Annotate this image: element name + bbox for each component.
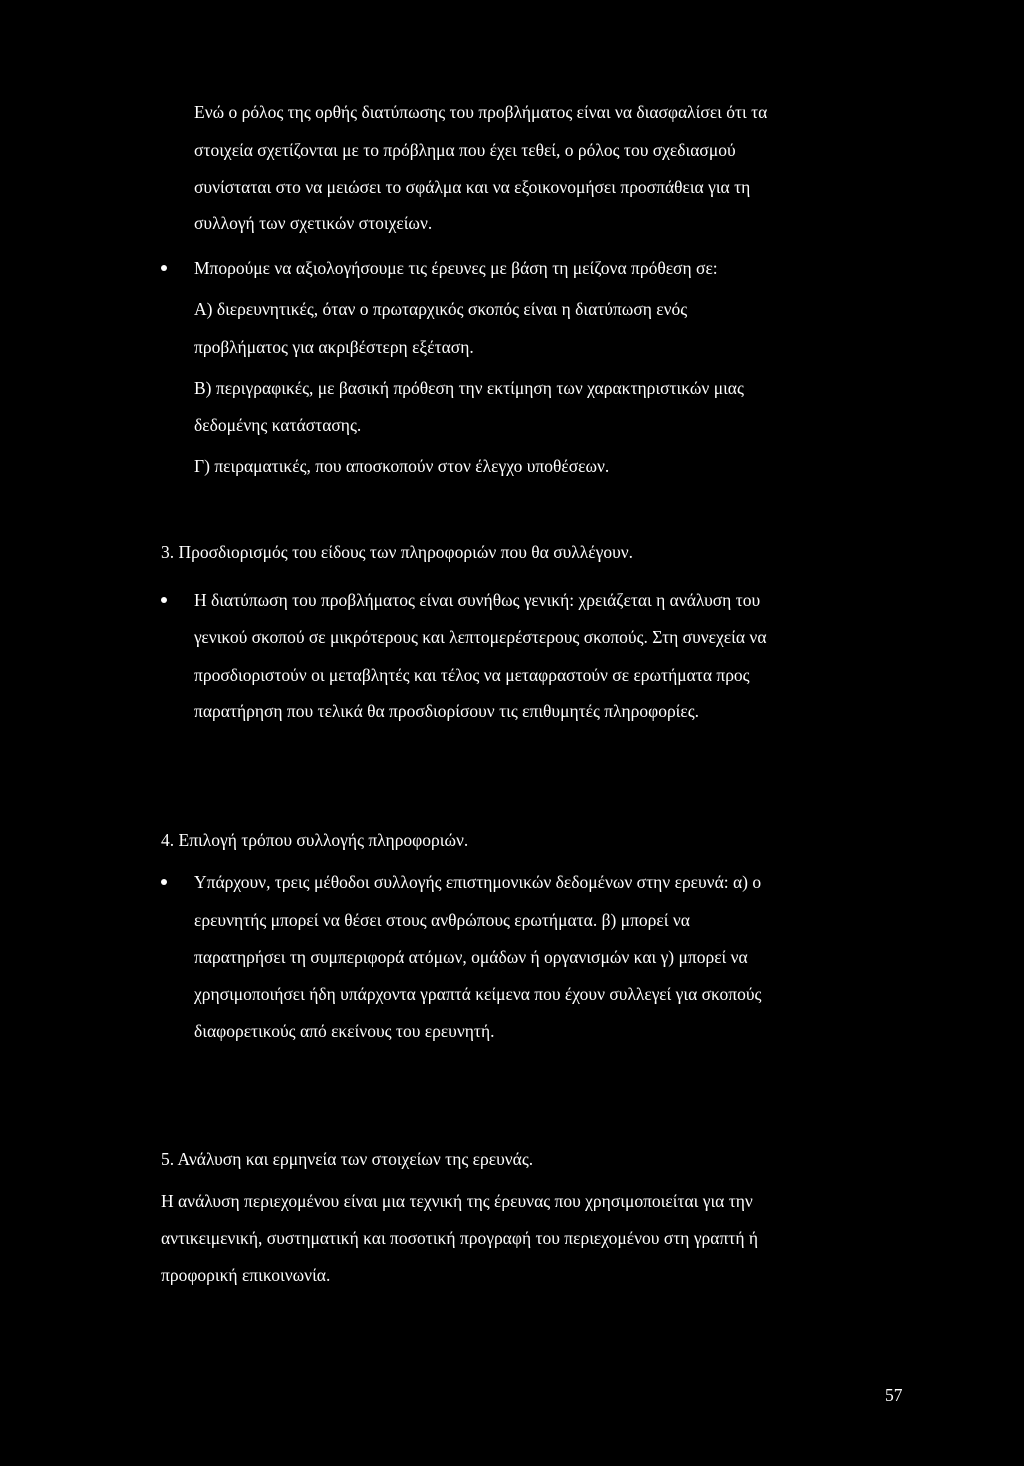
section5-line-2: αντικειμενική, συστηματική και ποσοτική προγραφή του περιεχομένου στη γραπτή ή	[161, 1228, 759, 1248]
section5-heading: 5. Ανάλυση και ερμηνεία των στοιχείων της ερευνάς.	[161, 1149, 534, 1169]
item-a-line-1: Α) διερευνητικές, όταν ο πρωταρχικός σκοπός είναι η διατύπωση ενός	[194, 299, 688, 319]
section4-line-3: παρατηρήσει τη συμπεριφορά ατόμων, ομάδων ή οργανισμών και γ) μπορεί να	[194, 947, 748, 967]
section4-heading: 4. Επιλογή τρόπου συλλογής πληροφοριών.	[161, 830, 469, 850]
item-a-line-2: προβλήματος για ακριβέστερη εξέταση.	[194, 337, 474, 357]
section4-line-4: χρησιμοποιήσει ήδη υπάρχοντα γραπτά κείμενα που έχουν συλλεγεί για σκοπούς	[194, 984, 762, 1004]
section4-line-2: ερευνητής μπορεί να θέσει στους ανθρώπους ερωτήματα. β) μπορεί να	[194, 910, 690, 930]
bullet-research-line-1: Μπορούμε να αξιολογήσουμε τις έρευνες με βάση τη μείζονα πρόθεση σε:	[194, 258, 718, 278]
item-b-line-2: δεδομένης κατάστασης.	[194, 415, 362, 435]
intro-line-4: συλλογή των σχετικών στοιχείων.	[194, 213, 433, 233]
section3-heading: 3. Προσδιορισμός του είδους των πληροφοριών που θα συλλέγουν.	[161, 542, 634, 562]
section3-line-2: γενικού σκοπού σε μικρότερους και λεπτομερέστερους σκοπούς. Στη συνεχεία να	[194, 627, 767, 647]
section3-line-1: Η διατύπωση του προβλήματος είναι συνήθως γενική: χρειάζεται η ανάλυση του	[194, 590, 761, 610]
section3-line-4: παρατήρηση που τελικά θα προσδιορίσουν τις επιθυμητές πληροφορίες.	[194, 701, 700, 721]
section3-line-3: προσδιοριστούν οι μεταβλητές και τέλος να μεταφραστούν σε ερωτήματα προς	[194, 665, 750, 685]
intro-line-2: στοιχεία σχετίζονται με το πρόβλημα που έχει τεθεί, ο ρόλος του σχεδιασμού	[194, 140, 736, 160]
item-b-line-1: Β) περιγραφικές, με βασική πρόθεση την εκτίμηση των χαρακτηριστικών μιας	[194, 378, 744, 398]
intro-line-3: συνίσταται στο να μειώσει το σφάλμα και να εξοικονομήσει προσπάθεια για τη	[194, 177, 751, 197]
section4-line-1: Υπάρχουν, τρεις μέθοδοι συλλογής επιστημονικών δεδομένων στην ερευνά: α) ο	[194, 872, 762, 892]
item-c-line-1: Γ) πειραματικές, που αποσκοπούν στον έλεγχο υποθέσεων.	[194, 456, 610, 476]
section5-line-3: προφορική επικοινωνία.	[161, 1265, 331, 1285]
intro-line-1: Ενώ ο ρόλος της ορθής διατύπωσης του προβλήματος είναι να διασφαλίσει ότι τα	[194, 102, 768, 122]
bullet-dot	[161, 879, 167, 885]
section4-line-5: διαφορετικούς από εκείνους του ερευνητή.	[194, 1021, 495, 1041]
bullet-dot	[161, 265, 167, 271]
section5-line-1: Η ανάλυση περιεχομένου είναι μια τεχνική της έρευνας που χρησιμοποιείται για την	[161, 1191, 753, 1211]
page-number: 57	[885, 1385, 903, 1405]
bullet-dot	[161, 597, 167, 603]
